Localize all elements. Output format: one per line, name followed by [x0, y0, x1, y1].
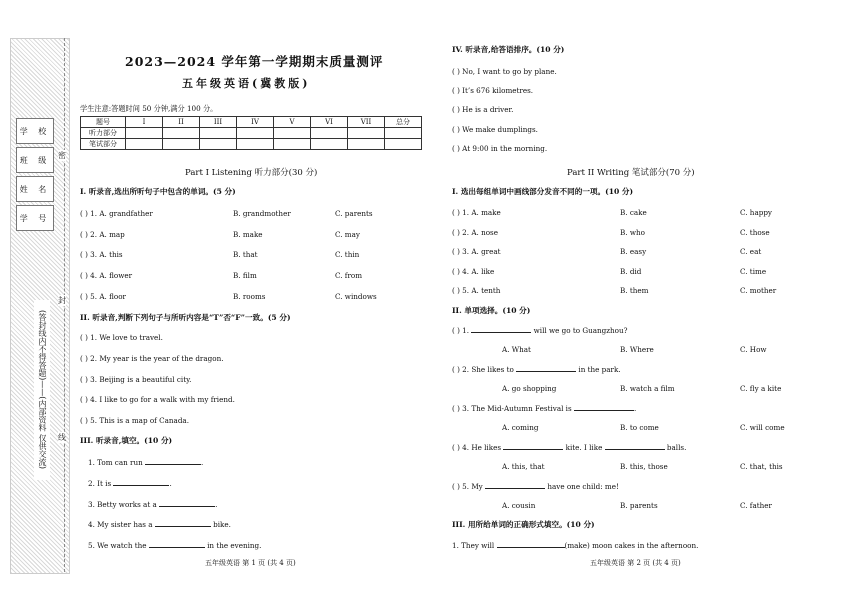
- s1-q5-c: C. windows: [335, 292, 377, 301]
- school-field[interactable]: 学 校: [16, 118, 54, 144]
- s6-q4-a: A. this, that: [502, 462, 545, 471]
- score-table-header: [81, 117, 422, 128]
- section-5-title: I. 选出每组单词中画线部分发音不同的一项。(10 分): [452, 187, 634, 196]
- s5-q5: ( ) 5. A. tenth: [452, 286, 501, 295]
- score-row-label: 笔试部分: [81, 139, 126, 150]
- s5-q2: ( ) 2. A. nose: [452, 228, 498, 237]
- score-row-label: 听力部分: [81, 128, 126, 139]
- s1-q5-b: B. rooms: [233, 292, 266, 301]
- s6-q1-b: B. Where: [620, 345, 654, 354]
- s1-q4: ( ) 4. A. flower: [80, 271, 133, 280]
- s6-q3-c: C. will come: [740, 423, 785, 432]
- s4-q5: ( ) At 9:00 in the morning.: [452, 144, 548, 153]
- score-row-writing: [81, 139, 422, 150]
- s1-q3-c: C. thin: [335, 250, 360, 259]
- score-col-4: IV: [237, 117, 274, 128]
- s6-q5-b: B. parents: [620, 501, 658, 510]
- s5-q4-c: C. time: [740, 267, 767, 276]
- s2-q2: ( ) 2. My year is the year of the dragon.: [80, 354, 224, 363]
- s1-q2: ( ) 2. A. map: [80, 230, 125, 239]
- s6-q5-a: A. cousin: [502, 501, 536, 510]
- s6-q2-a: A. go shopping: [502, 384, 557, 393]
- s6-q1: ( ) 1. will we go to Guangzhou?: [452, 326, 628, 335]
- page-footer-1: 五年级英语 第 1 页 (共 4 页): [205, 559, 296, 567]
- s1-q2-c: C. may: [335, 230, 360, 239]
- s4-q3: ( ) He is a driver.: [452, 105, 514, 114]
- s5-q2-b: B. who: [620, 228, 645, 237]
- s4-q4: ( ) We make dumplings.: [452, 125, 538, 134]
- s2-q5: ( ) 5. This is a map of Canada.: [80, 416, 189, 425]
- s1-q4-b: B. film: [233, 271, 257, 280]
- s6-q5: ( ) 5. My have one child: me!: [452, 482, 619, 491]
- s5-q3-b: B. easy: [620, 247, 647, 256]
- s3-q4: 4. My sister has a bike.: [88, 520, 231, 529]
- s6-q3: ( ) 3. The Mid-Autumn Festival is .: [452, 404, 637, 413]
- score-col-8: 总分: [385, 117, 422, 128]
- score-col-3: III: [200, 117, 237, 128]
- s1-q3: ( ) 3. A. this: [80, 250, 123, 259]
- section-1-title: I. 听录音,选出所听句子中包含的单词。(5 分): [80, 187, 236, 196]
- s6-q1-a: A. What: [502, 345, 531, 354]
- s1-q1-b: B. grandmother: [233, 209, 291, 218]
- section-4-title: IV. 听录音,给答语排序。(10 分): [452, 45, 565, 54]
- binding-note: (答封线内不得答题)——(内部资料 仅供交流): [34, 300, 50, 480]
- s5-q4-b: B. did: [620, 267, 642, 276]
- s3-q2: 2. It is .: [88, 479, 172, 488]
- s6-q4: ( ) 4. He likes kite. I like balls.: [452, 443, 687, 452]
- exam-title: 2023—2024 学年第一学期期末质量测评: [125, 54, 384, 69]
- score-col-0: 题号: [81, 117, 126, 128]
- section-2-title: II. 听录音,判断下列句子与所听内容是“T”否“F”一致。(5 分): [80, 313, 291, 322]
- class-field[interactable]: 班 级: [16, 147, 54, 173]
- s5-q1-b: B. cake: [620, 208, 647, 217]
- section-7-title: III. 用所给单词的正确形式填空。(10 分): [452, 520, 595, 529]
- s4-q2: ( ) It’s 676 kilometres.: [452, 86, 534, 95]
- s5-q1: ( ) 1. A. make: [452, 208, 501, 217]
- s2-q3: ( ) 3. Beijing is a beautiful city.: [80, 375, 192, 384]
- score-col-2: II: [163, 117, 200, 128]
- score-col-7: VII: [348, 117, 385, 128]
- cut-mark-1: 密: [58, 151, 66, 160]
- page-footer-2: 五年级英语 第 2 页 (共 4 页): [590, 559, 681, 567]
- s3-q3: 3. Betty works at a .: [88, 500, 218, 509]
- s1-q4-c: C. from: [335, 271, 363, 280]
- section-3-title: III. 听录音,填空。(10 分): [80, 436, 173, 445]
- s3-q1: 1. Tom can run .: [88, 458, 204, 467]
- s2-q4: ( ) 4. I like to go for a walk with my friend.: [80, 395, 235, 404]
- s6-q4-c: C. that, this: [740, 462, 783, 471]
- s5-q3-c: C. eat: [740, 247, 762, 256]
- s6-q3-a: A. coming: [502, 423, 539, 432]
- s1-q1-c: C. parents: [335, 209, 373, 218]
- name-field[interactable]: 姓 名: [16, 176, 54, 202]
- cut-mark-2: 封: [58, 296, 66, 305]
- s6-q5-c: C. father: [740, 501, 772, 510]
- score-row-listening: [81, 128, 422, 139]
- s1-q2-b: B. make: [233, 230, 263, 239]
- s6-q4-b: B. this, those: [620, 462, 668, 471]
- score-col-5: V: [274, 117, 311, 128]
- s1-q5: ( ) 5. A. floor: [80, 292, 126, 301]
- score-col-1: I: [126, 117, 163, 128]
- score-table: [80, 116, 422, 150]
- student-id-field[interactable]: 学 号: [16, 205, 54, 231]
- s6-q1-c: C. How: [740, 345, 767, 354]
- s7-q1: 1. They will (make) moon cakes in the afternoon.: [452, 541, 699, 550]
- cut-mark-3: 线: [58, 433, 66, 442]
- exam-notice: 学生注意:答题时间 50 分钟,满分 100 分。: [80, 104, 218, 113]
- s5-q1-c: C. happy: [740, 208, 772, 217]
- s6-q2-c: C. fly a kite: [740, 384, 782, 393]
- s5-q5-c: C. mother: [740, 286, 777, 295]
- s5-q2-c: C. those: [740, 228, 770, 237]
- s1-q3-b: B. that: [233, 250, 258, 259]
- s2-q1: ( ) 1. We love to travel.: [80, 333, 163, 342]
- section-6-title: II. 单项选择。(10 分): [452, 306, 531, 315]
- s5-q4: ( ) 4. A. like: [452, 267, 495, 276]
- s6-q3-b: B. to come: [620, 423, 659, 432]
- s6-q2: ( ) 2. She likes to in the park.: [452, 365, 621, 374]
- s3-q5: 5. We watch the in the evening.: [88, 541, 262, 550]
- s5-q5-b: B. them: [620, 286, 649, 295]
- score-col-6: VI: [311, 117, 348, 128]
- s4-q1: ( ) No, I want to go by plane.: [452, 67, 557, 76]
- exam-subtitle: 五年级英语(冀教版): [182, 77, 311, 90]
- s1-q1: ( ) 1. A. grandfather: [80, 209, 153, 218]
- part1-title: Part I Listening 听力部分(30 分): [185, 168, 318, 178]
- part2-title: Part II Writing 笔试部分(70 分): [567, 168, 695, 178]
- s6-q2-b: B. watch a film: [620, 384, 675, 393]
- s5-q3: ( ) 3. A. great: [452, 247, 501, 256]
